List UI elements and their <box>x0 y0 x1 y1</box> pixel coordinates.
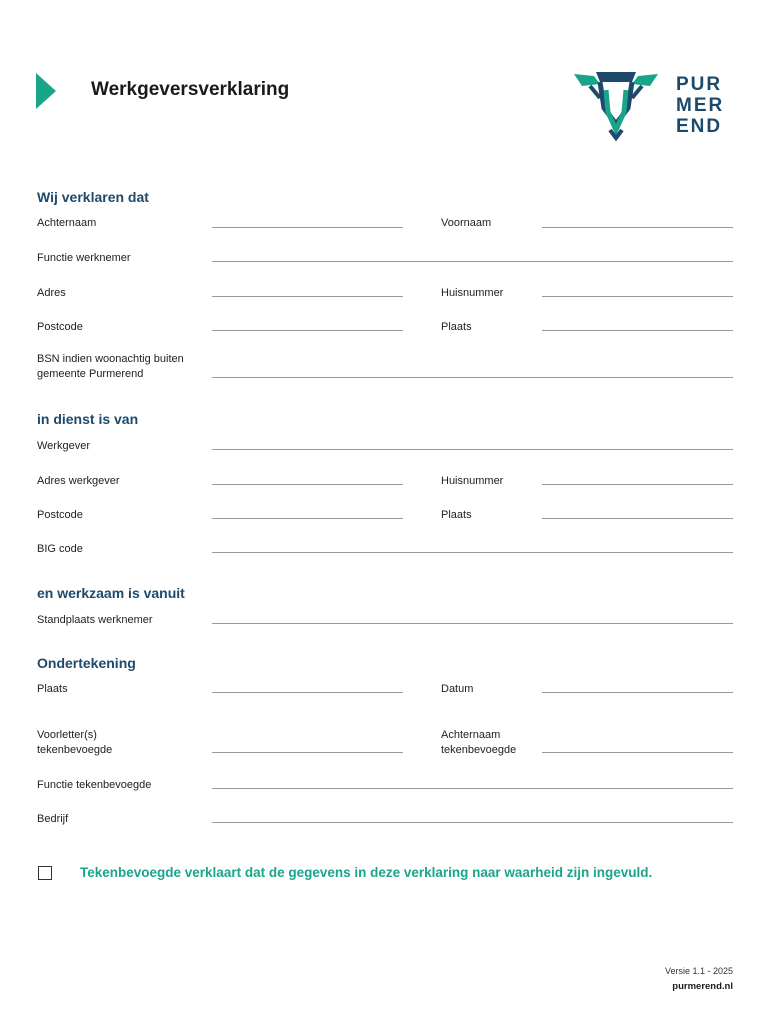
label-plaats: Plaats <box>441 321 472 333</box>
postcode-field[interactable] <box>212 330 403 331</box>
section-heading-dienst: in dienst is van <box>37 411 139 427</box>
bedrijf-field[interactable] <box>212 822 733 823</box>
label-voorletters: Voorletter(s) tekenbevoegde <box>37 729 113 756</box>
logo-wordmark: PUR MER END <box>676 74 725 137</box>
datum-field[interactable] <box>542 692 733 693</box>
huisnummer-werkgever-field[interactable] <box>542 484 733 485</box>
label-bsn: BSN indien woonachtig buiten gemeente Purmerend <box>37 353 184 380</box>
label-postcode: Postcode <box>37 321 83 333</box>
label-postcode-werkgever: Postcode <box>37 509 83 521</box>
label-big-code: BIG code <box>37 543 83 555</box>
confirmation-text: Tekenbevoegde verklaart dat de gegevens in deze verklaring naar waarheid zijn ingevuld. <box>80 865 653 880</box>
huisnummer-field[interactable] <box>542 296 733 297</box>
standplaats-field[interactable] <box>212 623 733 624</box>
bsn-field[interactable] <box>212 377 733 378</box>
section-heading-wij: Wij verklaren dat <box>37 189 149 205</box>
label-voornaam: Voornaam <box>441 217 492 229</box>
page-title: Werkgeversverklaring <box>91 79 290 100</box>
label-adres: Adres <box>37 287 66 299</box>
plaats-ondertekening-field[interactable] <box>212 692 403 693</box>
functie-tekenbevoegde-field[interactable] <box>212 788 733 789</box>
label-achternaam-tekenbevoegde: Achternaam tekenbevoegde <box>441 729 517 756</box>
adres-werkgever-field[interactable] <box>212 484 403 485</box>
label-huisnummer: Huisnummer <box>441 287 504 299</box>
label-bedrijf: Bedrijf <box>37 813 69 825</box>
label-huisnummer-werkgever: Huisnummer <box>441 475 504 487</box>
purmerend-logo-icon <box>570 68 662 142</box>
postcode-werkgever-field[interactable] <box>212 518 403 519</box>
plaats-field[interactable] <box>542 330 733 331</box>
label-datum: Datum <box>441 683 474 695</box>
voornaam-field[interactable] <box>542 227 733 228</box>
title-arrow-icon <box>36 73 56 109</box>
label-standplaats: Standplaats werknemer <box>37 614 153 626</box>
achternaam-field[interactable] <box>212 227 403 228</box>
voorletters-field[interactable] <box>212 752 403 753</box>
website-link[interactable]: purmerend.nl <box>672 981 733 992</box>
label-werkgever: Werkgever <box>37 440 90 452</box>
adres-field[interactable] <box>212 296 403 297</box>
functie-werknemer-field[interactable] <box>212 261 733 262</box>
label-achternaam: Achternaam <box>37 217 97 229</box>
section-heading-ondertekening: Ondertekening <box>37 655 136 671</box>
werkgever-field[interactable] <box>212 449 733 450</box>
confirmation-checkbox[interactable] <box>38 866 52 880</box>
plaats-werkgever-field[interactable] <box>542 518 733 519</box>
label-adres-werkgever: Adres werkgever <box>37 475 120 487</box>
version-text: Versie 1.1 - 2025 <box>664 966 733 976</box>
section-heading-werkzaam: en werkzaam is vanuit <box>37 585 185 601</box>
label-plaats-werkgever: Plaats <box>441 509 472 521</box>
label-functie-tekenbevoegde: Functie tekenbevoegde <box>37 779 152 791</box>
big-code-field[interactable] <box>212 552 733 553</box>
label-functie-werknemer: Functie werknemer <box>37 252 131 264</box>
achternaam-tekenbevoegde-field[interactable] <box>542 752 733 753</box>
label-plaats-ondertekening: Plaats <box>37 683 68 695</box>
